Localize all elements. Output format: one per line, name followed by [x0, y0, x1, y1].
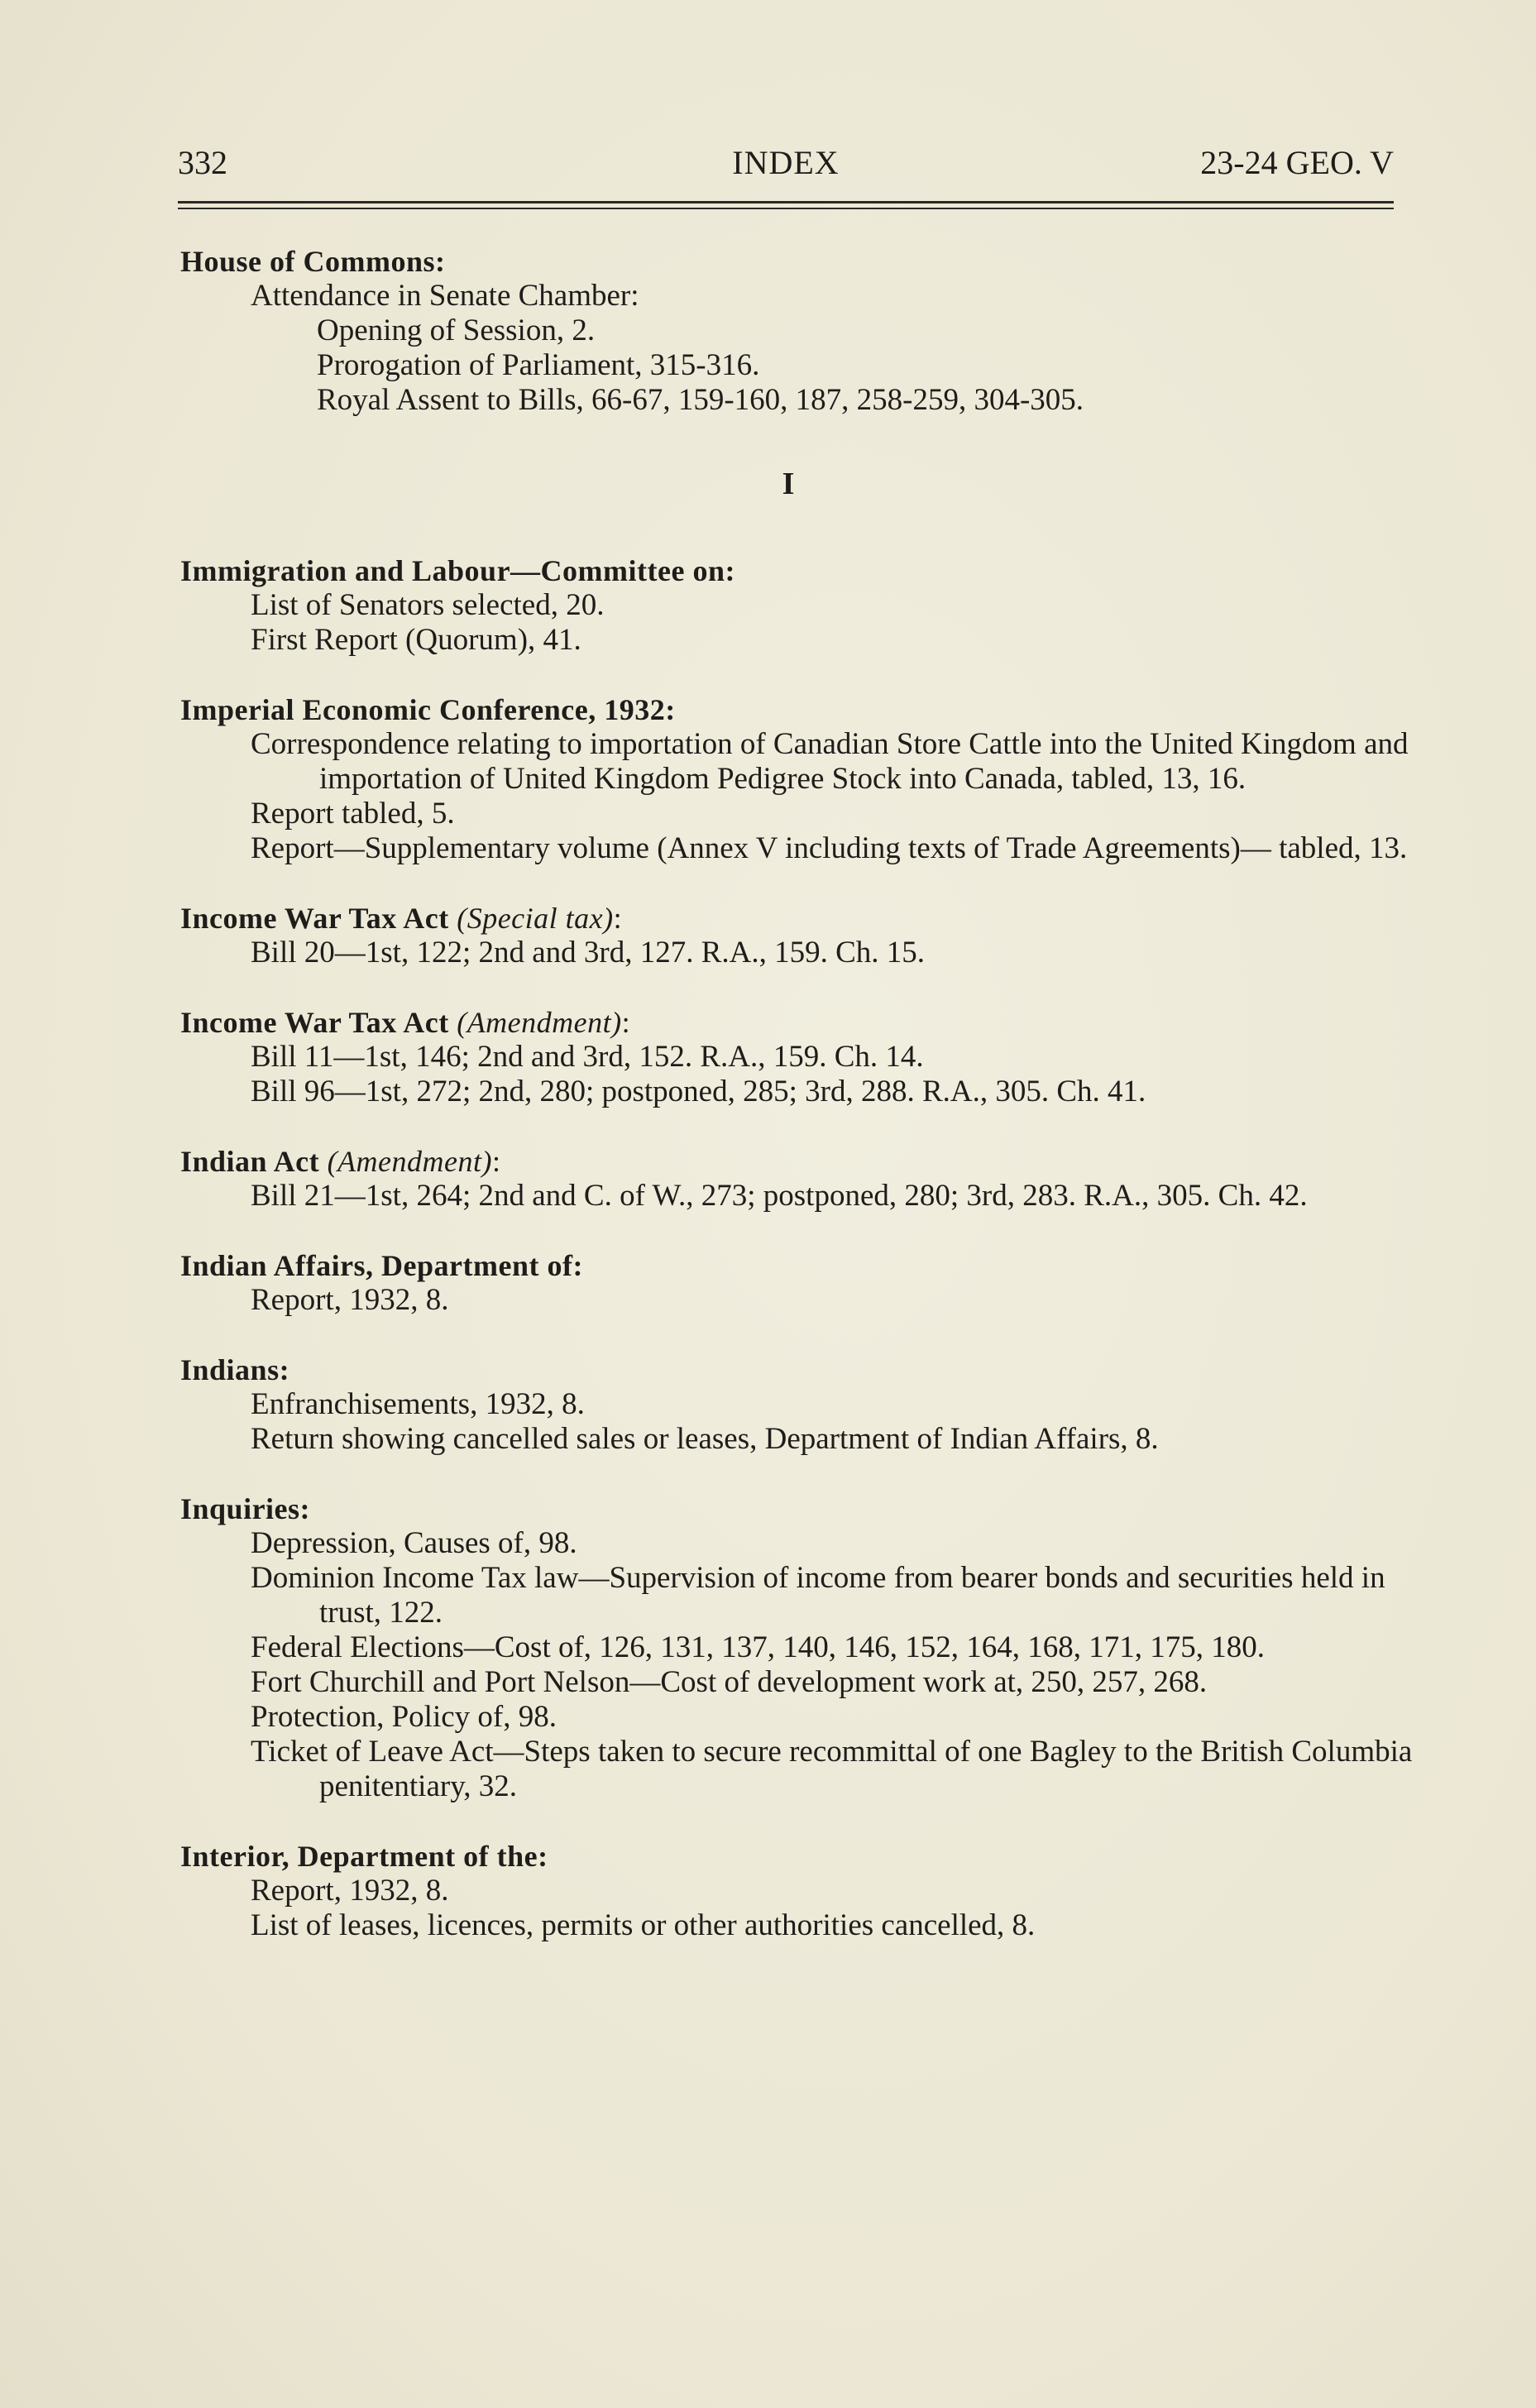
- index-entry: [180, 1352, 1413, 1457]
- entry-heading-title: Indian Act: [180, 1145, 320, 1178]
- subentry: Bill 96—1st, 272; 2nd, 280; postponed, 285; 3rd, 288. R.A., 305. Ch. 41.: [251, 1075, 1146, 1108]
- entry-heading: Indian Act (Amendment):: [180, 1145, 501, 1178]
- regnal-year: 23-24 GEO. V: [1200, 144, 1394, 181]
- subentry: Enfranchisements, 1932, 8.: [251, 1387, 585, 1421]
- index-entry: [180, 1839, 1413, 1943]
- subentry: Ticket of Leave Act—Steps taken to secure recommittal of one Bagley to the British Columbia penitentiary, 32.: [251, 1735, 1413, 1803]
- index-entry: [180, 553, 1413, 658]
- subentry: Attendance in Senate Chamber:: [251, 279, 639, 313]
- subentry: Federal Elections—Cost of, 126, 131, 137, 140, 146, 152, 164, 168, 171, 175, 180.: [251, 1630, 1266, 1664]
- header-rule: [178, 201, 1394, 209]
- index-content: [180, 244, 1413, 1978]
- subentry: Correspondence relating to importation of Canadian Store Cattle into the United Kingdom and importation of United Kingdom Pedigree Stock into Canada, tabled, 13, 16.: [251, 727, 1409, 796]
- entry-heading-qualifier: (Amendment): [327, 1145, 492, 1178]
- entry-heading-qualifier: (Special tax): [457, 902, 614, 935]
- page-number: 332: [178, 144, 227, 181]
- index-entry: [180, 1005, 1413, 1109]
- subentry: Report, 1932, 8.: [251, 1283, 449, 1317]
- section-letter: I: [782, 467, 795, 501]
- entry-heading: Imperial Economic Conference, 1932:: [180, 693, 676, 726]
- subentry: Bill 11—1st, 146; 2nd and 3rd, 152. R.A., 159. Ch. 14.: [251, 1040, 924, 1074]
- subentry: Return showing cancelled sales or leases, Department of Indian Affairs, 8.: [251, 1422, 1159, 1456]
- entry-heading-title: Income War Tax Act: [180, 902, 449, 935]
- subentry: Depression, Causes of, 98.: [251, 1526, 577, 1560]
- subentry: Protection, Policy of, 98.: [251, 1700, 557, 1734]
- subentry: Report tabled, 5.: [251, 797, 455, 831]
- entry-heading-title: Income War Tax Act: [180, 1006, 449, 1039]
- entry-heading: Inquiries:: [180, 1492, 311, 1525]
- index-entry: [180, 1144, 1413, 1214]
- entry-heading: Indians:: [180, 1353, 290, 1386]
- entry-heading: Indian Affairs, Department of:: [180, 1249, 583, 1282]
- subentry: List of Senators selected, 20.: [251, 588, 605, 622]
- subentry: Bill 21—1st, 264; 2nd and C. of W., 273; postponed, 280; 3rd, 283. R.A., 305. Ch. 42.: [251, 1179, 1308, 1213]
- subsubentry: Royal Assent to Bills, 66-67, 159-160, 187, 258-259, 304-305.: [317, 383, 1084, 417]
- index-entry: [180, 901, 1413, 970]
- running-title: INDEX: [732, 144, 840, 181]
- subsubentry: Opening of Session, 2.: [317, 314, 596, 347]
- subentry: Bill 20—1st, 122; 2nd and 3rd, 127. R.A., 159. Ch. 15.: [251, 936, 926, 969]
- entry-heading-qualifier: (Amendment): [457, 1006, 622, 1039]
- entry-heading: Income War Tax Act (Amendment):: [180, 1006, 631, 1039]
- subsubentry: Prorogation of Parliament, 315-316.: [317, 348, 760, 382]
- subentry: Report, 1932, 8.: [251, 1874, 449, 1908]
- entry-heading: Income War Tax Act (Special tax):: [180, 902, 623, 935]
- entry-heading: House of Commons:: [180, 245, 446, 278]
- entry-heading: Immigration and Labour—Committee on:: [180, 554, 735, 587]
- index-entry: [180, 692, 1413, 866]
- index-entry: [180, 1491, 1413, 1804]
- subentry: First Report (Quorum), 41.: [251, 623, 581, 657]
- subentry: Report—Supplementary volume (Annex V including texts of Trade Agreements)— tabled, 13.: [251, 831, 1408, 865]
- subentry: Dominion Income Tax law—Supervision of income from bearer bonds and securities held in trust, 122.: [251, 1561, 1385, 1630]
- index-entry: [180, 244, 1413, 418]
- subentry: Fort Churchill and Port Nelson—Cost of development work at, 250, 257, 268.: [251, 1665, 1208, 1699]
- index-entry: [180, 1248, 1413, 1318]
- subentry: List of leases, licences, permits or other authorities cancelled, 8.: [251, 1908, 1036, 1942]
- running-head: [178, 142, 1394, 184]
- entry-heading: Interior, Department of the:: [180, 1840, 548, 1873]
